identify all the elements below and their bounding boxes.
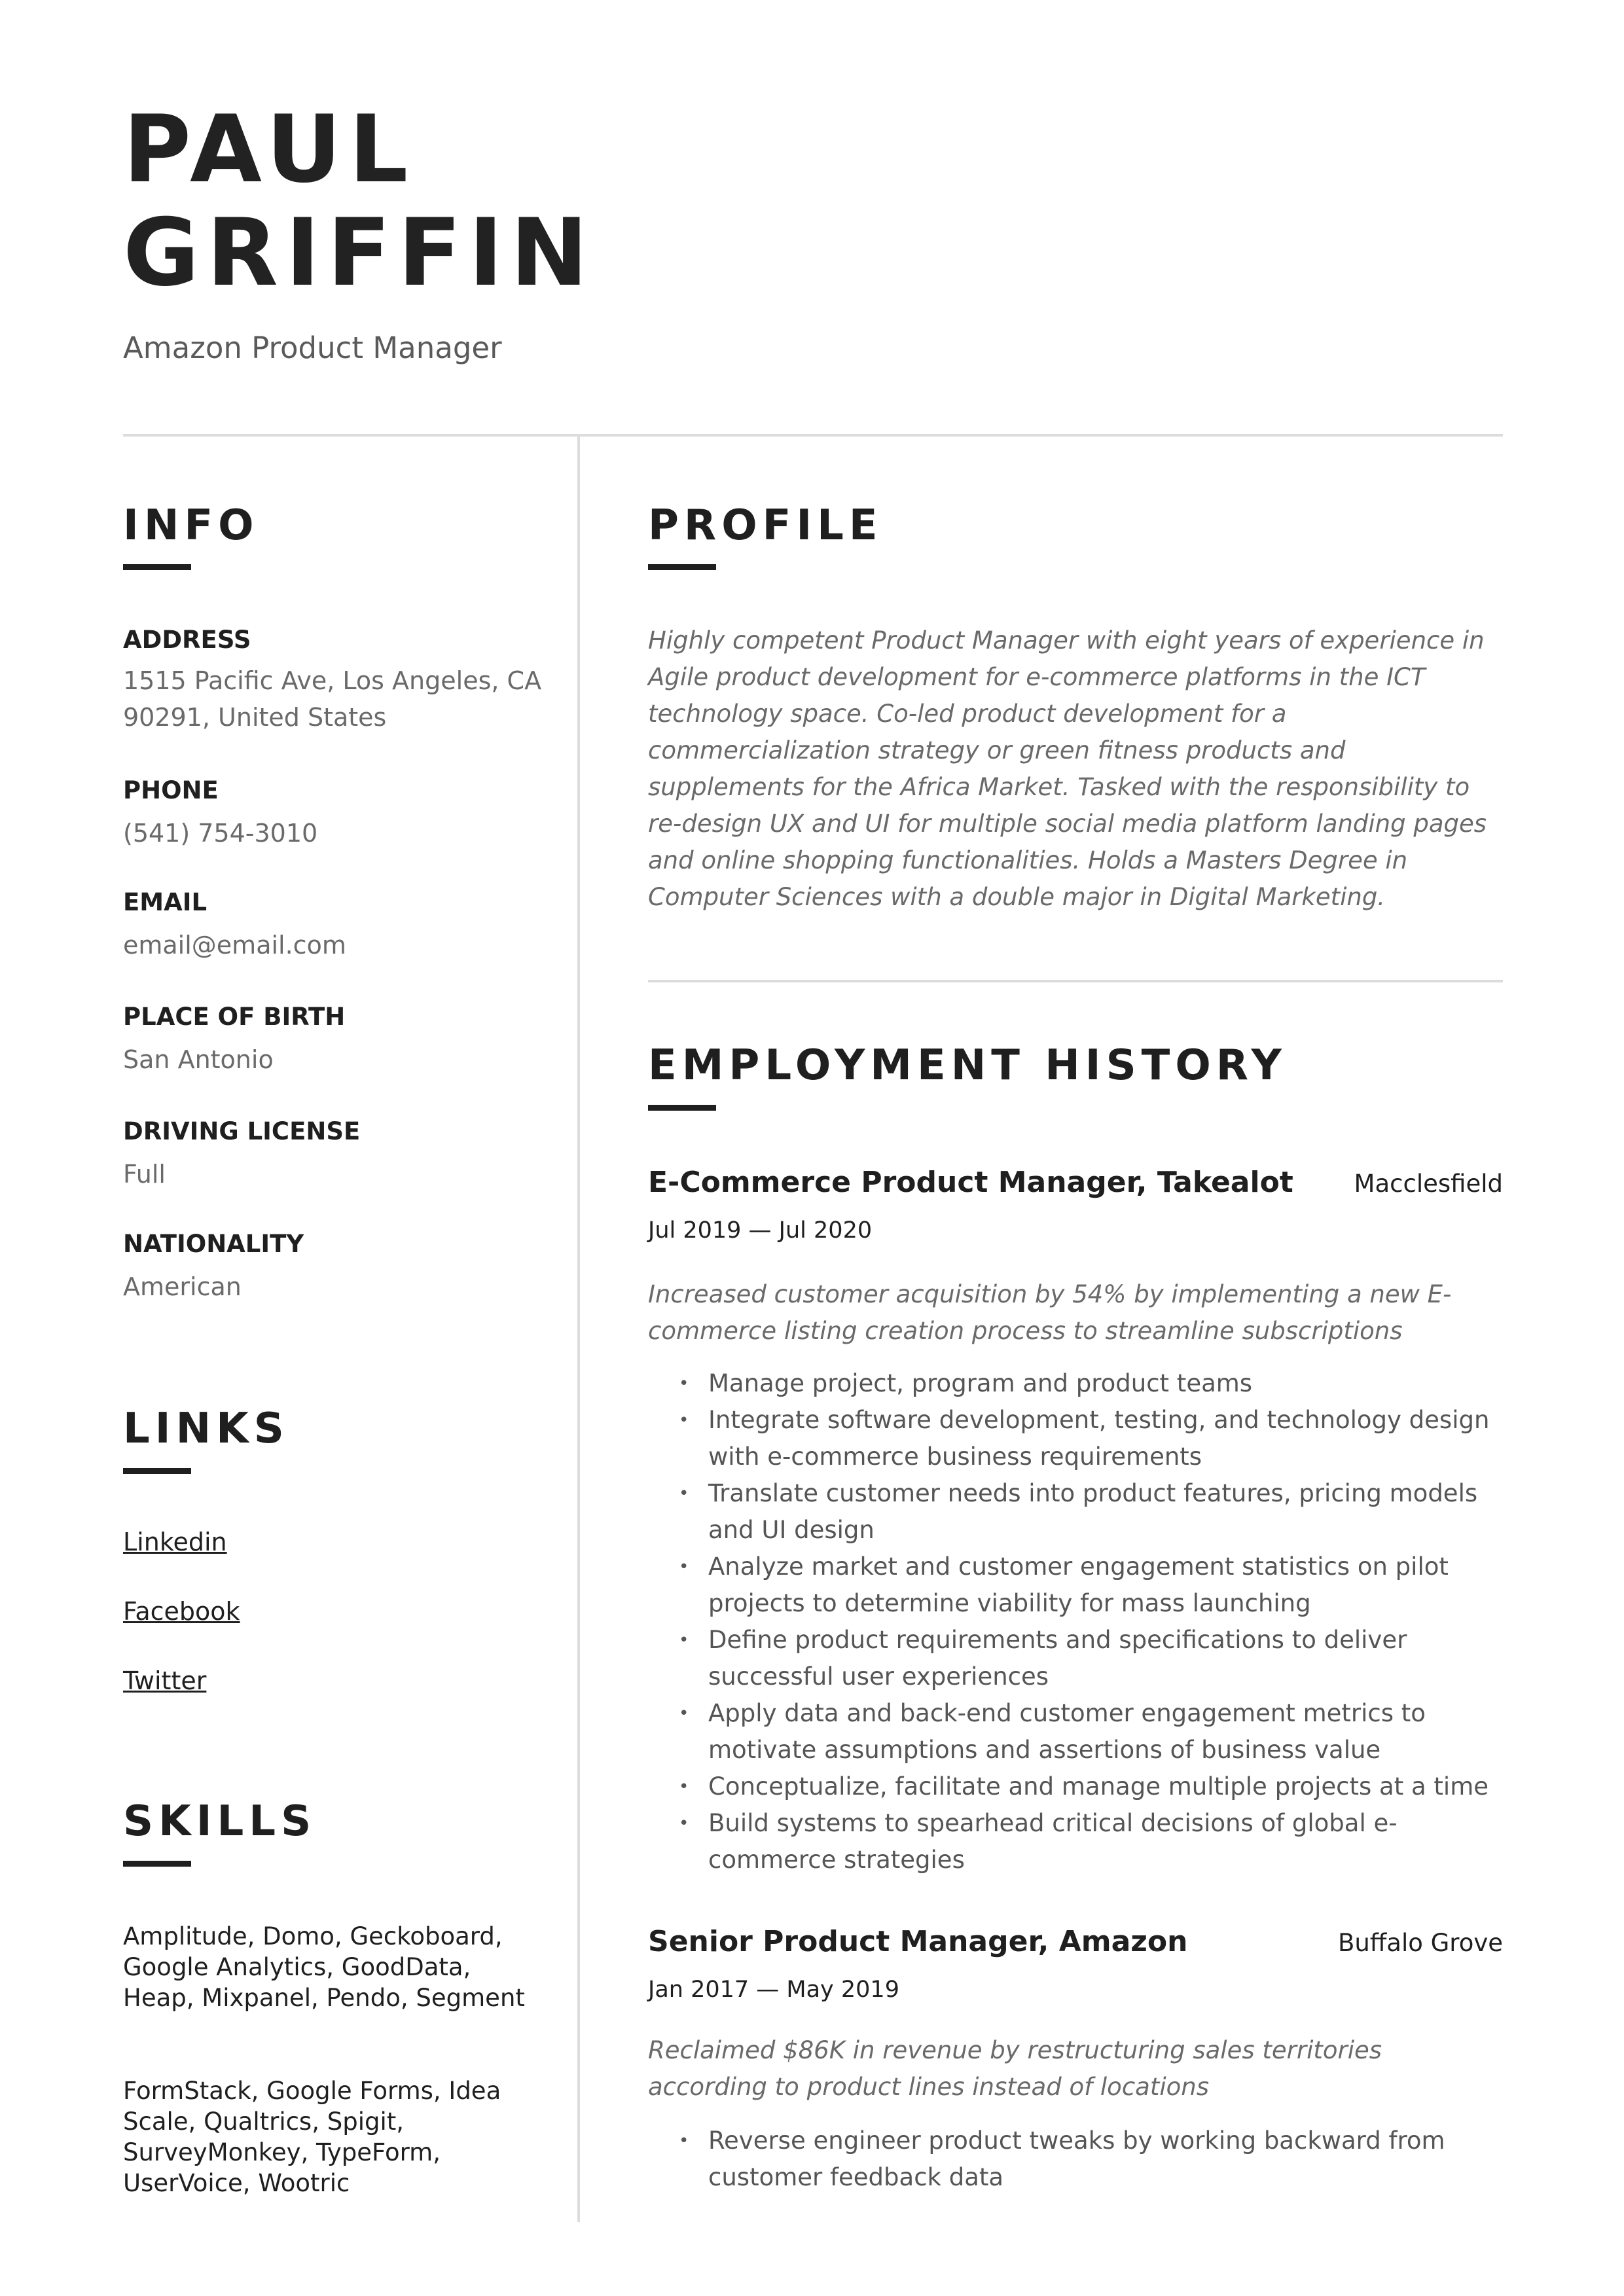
address-value: 1515 Pacific Ave, Los Angeles, CA 90291, United States: [123, 666, 542, 732]
profile-heading: PROFILE: [648, 501, 883, 550]
list-item: • Translate customer needs into product features, pricing models and UI design: [648, 1475, 1503, 1549]
info-heading: INFO: [123, 501, 259, 550]
phone-value: (541) 754-3010: [123, 819, 318, 848]
profile-text: Highly competent Product Manager with eight years of experience in Agile product development for e-commerce platforms in the ICT technology space. Co-led product development for a commercialization strategy or green fitness products and supplements for the Africa Market. Tasked with the responsibility to re-design UX and UI for multiple social media platform landing pages and online shopping functionalities. Holds a Masters Degree in Computer Sciences with a double major in Digital Marketing.: [648, 626, 1487, 911]
first-name: PAUL: [123, 96, 416, 204]
skills-heading-bar: [123, 1861, 191, 1867]
header-divider: [123, 434, 1503, 437]
linkedin-link[interactable]: Linkedin: [123, 1528, 227, 1556]
list-item: • Integrate software development, testing, and technology design with e-commerce business requirements: [648, 1402, 1503, 1475]
employment-heading: EMPLOYMENT HISTORY: [648, 1041, 1287, 1090]
candidate-name: [123, 98, 595, 305]
job-role: Senior Product Manager, Amazon: [648, 1925, 1188, 1958]
job-role: E-Commerce Product Manager, Takealot: [648, 1166, 1293, 1199]
job-summary: Reclaimed $86K in revenue by restructuring sales territories according to product lines instead of locations: [648, 2036, 1382, 2101]
list-item: • Conceptualize, facilitate and manage multiple projects at a time: [648, 1768, 1503, 1805]
employment-heading-bar: [648, 1105, 716, 1111]
list-item: • Reverse engineer product tweaks by working backward from customer feedback data: [648, 2123, 1503, 2196]
column-divider: [577, 437, 580, 2222]
list-item: • Apply data and back-end customer engagement metrics to motivate assumptions and assertions of business value: [648, 1695, 1503, 1768]
list-item: • Manage project, program and product teams: [648, 1365, 1503, 1402]
skills-group-feedback: FormStack, Google Forms, Idea Scale, Qualtrics, Spigit, SurveyMonkey, TypeForm, UserVoice, Wootric: [123, 2077, 501, 2197]
email-label: EMAIL: [123, 888, 208, 916]
twitter-link[interactable]: Twitter: [123, 1666, 207, 1695]
list-item: • Define product requirements and specifications to deliver successful user experiences: [648, 1622, 1503, 1695]
last-name: GRIFFIN: [123, 199, 596, 307]
job-dates: Jul 2019 — Jul 2020: [648, 1217, 873, 1244]
job-bullets: [648, 2123, 1503, 2196]
email-value: email@email.com: [123, 931, 346, 960]
driving-license-value: Full: [123, 1160, 166, 1189]
job-title: Amazon Product Manager: [123, 331, 502, 365]
profile-heading-bar: [648, 564, 716, 570]
phone-label: PHONE: [123, 776, 219, 804]
info-heading-bar: [123, 564, 191, 570]
place-of-birth-value: San Antonio: [123, 1045, 274, 1074]
job-header: [648, 1166, 1503, 1205]
address-label: ADDRESS: [123, 626, 251, 654]
list-item: • Analyze market and customer engagement statistics on pilot projects to determine viability for mass launching: [648, 1549, 1503, 1622]
place-of-birth-label: PLACE OF BIRTH: [123, 1003, 346, 1031]
skills-heading: SKILLS: [123, 1797, 317, 1846]
job-header: [648, 1925, 1503, 1964]
job-summary: Increased customer acquisition by 54% by implementing a new E-commerce listing creation process to streamline subscriptions: [648, 1280, 1452, 1345]
facebook-link[interactable]: Facebook: [123, 1597, 240, 1626]
links-heading-bar: [123, 1468, 191, 1474]
list-item: • Build systems to spearhead critical decisions of global e-commerce strategies: [648, 1805, 1503, 1878]
job-location: Macclesfield: [1354, 1170, 1503, 1198]
links-heading: LINKS: [123, 1405, 289, 1453]
profile-divider: [648, 980, 1503, 982]
skills-group-analytics: Amplitude, Domo, Geckoboard, Google Analytics, GoodData, Heap, Mixpanel, Pendo, Segment: [123, 1922, 525, 2012]
job-bullets: [648, 1365, 1503, 1878]
job-dates: Jan 2017 — May 2019: [648, 1977, 899, 2003]
nationality-value: American: [123, 1272, 242, 1301]
driving-license-label: DRIVING LICENSE: [123, 1117, 361, 1145]
nationality-label: NATIONALITY: [123, 1230, 304, 1258]
job-location: Buffalo Grove: [1337, 1929, 1503, 1957]
